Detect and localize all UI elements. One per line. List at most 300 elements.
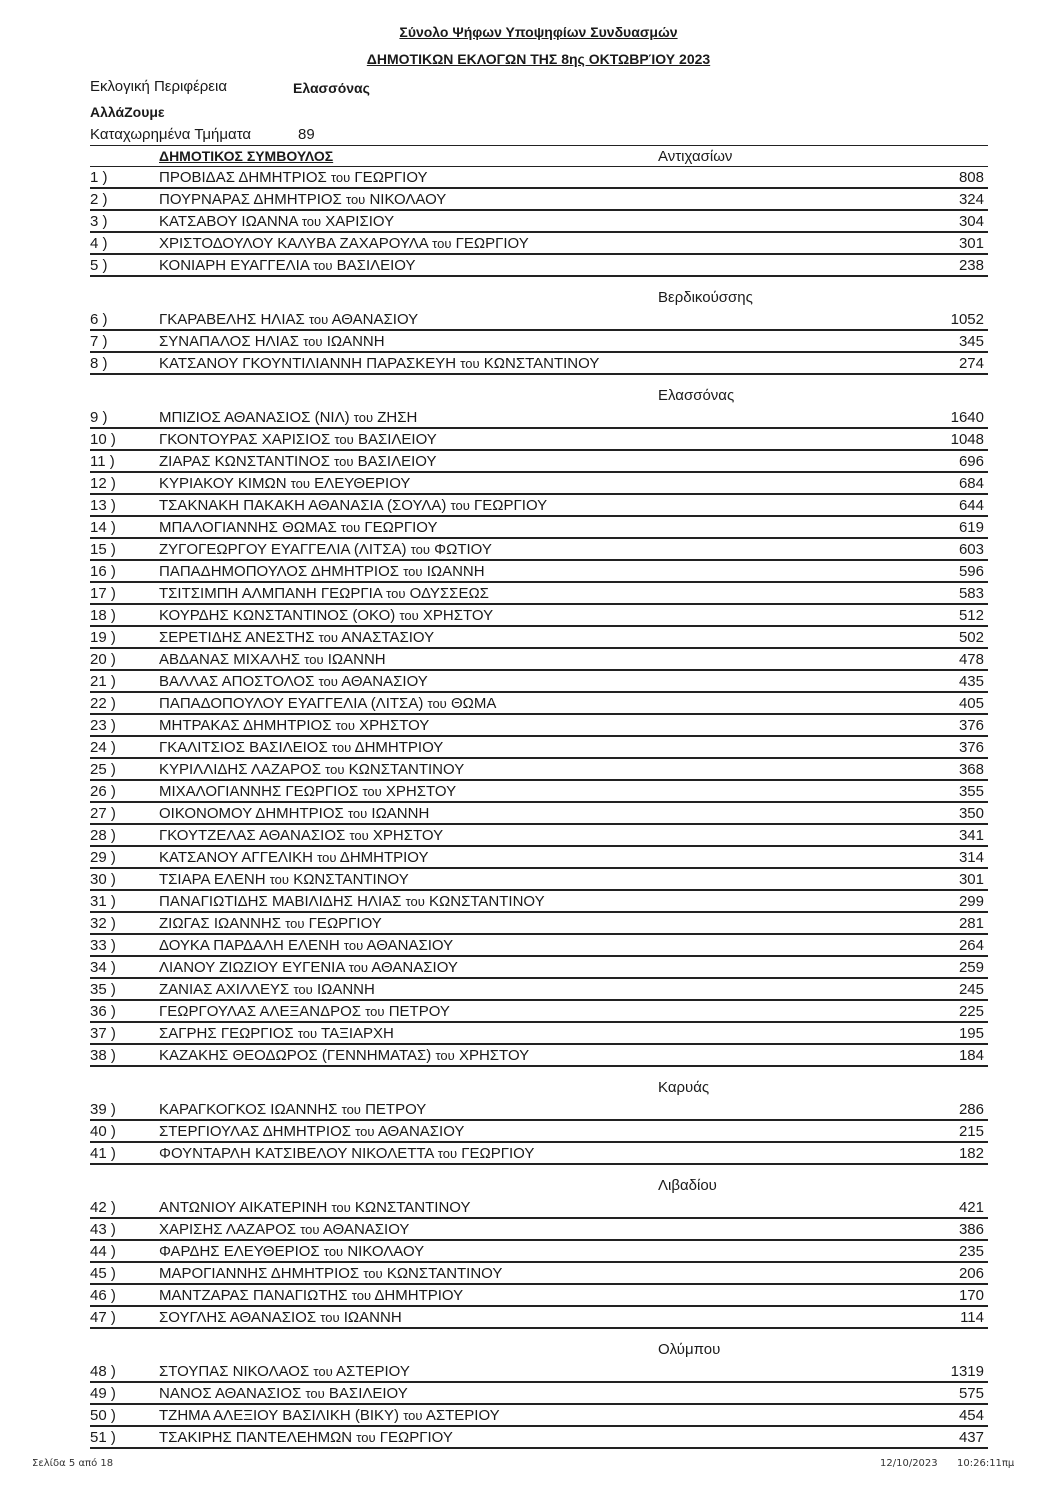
- vote-count: 808: [958, 169, 984, 186]
- candidate-surname-first: ΜΠΑΛΟΓΙΑΝΝΗΣ ΘΩΜΑΣ: [159, 519, 337, 536]
- table-row: [90, 869, 988, 891]
- candidate-name: [159, 1123, 464, 1140]
- vote-count: 206: [958, 1265, 984, 1282]
- candidate-name: [159, 191, 446, 208]
- son-of-label: του: [432, 236, 452, 251]
- son-of-label: του: [363, 1266, 383, 1281]
- son-of-label: του: [427, 696, 447, 711]
- father-name: ΙΩΑΝΝΗ: [426, 563, 485, 580]
- father-name: ΙΩΑΝΝΗ: [371, 805, 430, 822]
- vote-count: 274: [958, 355, 984, 372]
- vote-count: 1319: [950, 1363, 984, 1380]
- row-number: 11 ): [90, 453, 115, 470]
- candidate-name: [159, 607, 493, 624]
- candidate-name: [159, 849, 429, 866]
- row-number: 21 ): [90, 673, 116, 690]
- vote-count: 301: [958, 871, 984, 888]
- section-header: [90, 1067, 988, 1099]
- vote-count: 583: [958, 585, 984, 602]
- candidate-surname-first: ΓΕΩΡΓΟΥΛΑΣ ΑΛΕΞΑΝΔΡΟΣ: [159, 1003, 362, 1020]
- son-of-label: του: [318, 630, 338, 645]
- father-name: ΦΩΤΙΟΥ: [434, 541, 492, 558]
- row-number: 41 ): [90, 1145, 116, 1162]
- son-of-label: του: [320, 1310, 340, 1325]
- candidate-name: [159, 409, 417, 426]
- candidate-name: [159, 1363, 410, 1380]
- table-row: [90, 715, 988, 737]
- row-number: 50 ): [90, 1407, 116, 1424]
- candidate-surname-first: ΠΑΝΑΓΙΩΤΙΔΗΣ ΜΑΒΙΛΙΔΗΣ ΗΛΙΑΣ: [159, 893, 402, 910]
- son-of-label: του: [403, 564, 423, 579]
- table-row: [90, 1045, 988, 1067]
- candidate-surname-first: ΚΟΥΡΔΗΣ ΚΩΝΣΤΑΝΤΙΝΟΣ (ΟΚΟ): [159, 607, 396, 624]
- candidate-surname-first: ΚΥΡΙΛΛΙΔΗΣ ΛΑΖΑΡΟΣ: [159, 761, 321, 778]
- son-of-label: του: [317, 850, 337, 865]
- row-number: 45 ): [90, 1265, 116, 1282]
- son-of-label: του: [331, 1200, 351, 1215]
- row-number: 31 ): [90, 893, 116, 910]
- row-number: 7 ): [90, 333, 108, 350]
- father-name: ΓΕΩΡΓΙΟΥ: [461, 1145, 535, 1162]
- son-of-label: του: [355, 1124, 375, 1139]
- candidate-name: [159, 1429, 453, 1446]
- father-name: ΒΑΣΙΛΕΙΟΥ: [336, 257, 416, 274]
- table-row: [90, 649, 988, 671]
- vote-count: 512: [958, 607, 984, 624]
- father-name: ΑΘΑΝΑΣΙΟΥ: [366, 937, 454, 954]
- candidate-surname-first: ΚΑΤΣΑΝΟΥ ΓΚΟΥΝΤΙΛΙΑΝΝΗ ΠΑΡΑΣΚΕΥΗ: [159, 355, 457, 372]
- row-number: 8 ): [90, 355, 108, 372]
- son-of-label: του: [403, 1408, 423, 1423]
- section-name: Καρυάς: [658, 1079, 710, 1096]
- row-number: 16 ): [90, 563, 116, 580]
- table-row: [90, 1427, 988, 1449]
- candidate-name: [159, 1385, 408, 1402]
- table-row: [90, 1307, 988, 1329]
- table-row: [90, 847, 988, 869]
- son-of-label: του: [435, 1048, 455, 1063]
- son-of-label: του: [290, 476, 310, 491]
- father-name: ΟΔΥΣΣΕΩΣ: [409, 585, 489, 602]
- row-number: 33 ): [90, 937, 116, 954]
- father-name: ΧΡΗΣΤΟΥ: [359, 717, 430, 734]
- vote-count: 350: [958, 805, 984, 822]
- vote-count: 245: [958, 981, 984, 998]
- section-name: Ολύμπου: [658, 1341, 721, 1358]
- candidate-name: [159, 717, 429, 734]
- table-row: [90, 693, 988, 715]
- son-of-label: του: [349, 828, 369, 843]
- father-name: ΑΘΑΝΑΣΙΟΥ: [377, 1123, 465, 1140]
- son-of-label: του: [356, 1430, 376, 1445]
- table-row: [90, 759, 988, 781]
- section-header: [90, 277, 988, 309]
- section-header: [90, 375, 988, 407]
- vote-count: 376: [958, 717, 984, 734]
- vote-count: 1052: [950, 311, 984, 328]
- candidate-name: [159, 585, 489, 602]
- candidate-surname-first: ΟΙΚΟΝΟΜΟΥ ΔΗΜΗΤΡΙΟΣ: [159, 805, 344, 822]
- candidate-surname-first: ΠΟΥΡΝΑΡΑΣ ΔΗΜΗΤΡΙΟΣ: [159, 191, 342, 208]
- table-row: [90, 451, 988, 473]
- son-of-label: του: [343, 938, 364, 953]
- father-name: ΓΕΩΡΓΙΟΥ: [474, 497, 548, 514]
- vote-count: 684: [958, 475, 984, 492]
- candidate-name: [159, 431, 437, 448]
- father-name: ΑΣΤΕΡΙΟΥ: [425, 1407, 500, 1424]
- row-number: 22 ): [90, 695, 116, 712]
- candidate-name: [159, 1047, 529, 1064]
- son-of-label: του: [341, 1102, 361, 1117]
- vote-count: 238: [958, 257, 984, 274]
- candidate-name: [159, 519, 437, 536]
- row-number: 51 ): [90, 1429, 116, 1446]
- candidate-name: [159, 213, 394, 230]
- row-number: 18 ): [90, 607, 116, 624]
- vote-count: 314: [958, 849, 984, 866]
- row-number: 47 ): [90, 1309, 116, 1326]
- father-name: ΚΩΝΣΤΑΝΤΙΝΟΥ: [386, 1265, 503, 1282]
- candidate-surname-first: ΠΑΠΑΔΗΜΟΠΟΥΛΟΣ ΔΗΜΗΤΡΙΟΣ: [159, 563, 400, 580]
- father-name: ΓΕΩΡΓΙΟΥ: [379, 1429, 453, 1446]
- candidate-name: [159, 497, 547, 514]
- father-name: ΒΑΣΙΛΕΙΟΥ: [357, 453, 437, 470]
- row-number: 38 ): [90, 1047, 116, 1064]
- print-time: 10:26:11πμ: [957, 1458, 1015, 1469]
- vote-count: 235: [958, 1243, 984, 1260]
- row-number: 28 ): [90, 827, 116, 844]
- candidate-name: [159, 673, 428, 690]
- father-name: ΧΑΡΙΣΙΟΥ: [325, 213, 395, 230]
- candidate-name: [159, 761, 464, 778]
- father-name: ΙΩΑΝΝΗ: [327, 651, 386, 668]
- page-number: Σελίδα 5 από 18: [32, 1458, 114, 1469]
- candidate-surname-first: ΜΠΙΖΙΟΣ ΑΘΑΝΑΣΙΟΣ (ΝΙΛ): [159, 409, 350, 426]
- table-row: [90, 1001, 988, 1023]
- father-name: ΑΝΑΣΤΑΣΙΟΥ: [341, 629, 435, 646]
- district-value: Ελασσόνας: [293, 80, 370, 96]
- son-of-label: του: [351, 1288, 372, 1303]
- row-number: 34 ): [90, 959, 116, 976]
- row-number: 1 ): [90, 169, 108, 186]
- father-name: ΕΛΕΥΘΕΡΙΟΥ: [314, 475, 411, 492]
- son-of-label: του: [362, 784, 382, 799]
- vote-count: 1048: [950, 431, 984, 448]
- candidate-name: [159, 959, 458, 976]
- vote-count: 386: [958, 1221, 984, 1238]
- candidate-surname-first: ΠΡΟΒΙΔΑΣ ΔΗΜΗΤΡΙΟΣ: [159, 169, 327, 186]
- son-of-label: του: [305, 1386, 325, 1401]
- row-number: 12 ): [90, 475, 116, 492]
- candidate-surname-first: ΜΗΤΡΑΚΑΣ ΔΗΜΗΤΡΙΟΣ: [159, 717, 332, 734]
- table-row: [90, 803, 988, 825]
- father-name: ΚΩΝΣΤΑΝΤΙΝΟΥ: [348, 761, 465, 778]
- row-number: 32 ): [90, 915, 116, 932]
- table-row: [90, 979, 988, 1001]
- row-number: 29 ): [90, 849, 116, 866]
- candidate-surname-first: ΣΟΥΓΛΗΣ ΑΘΑΝΑΣΙΟΣ: [159, 1309, 317, 1326]
- father-name: ΑΘΑΝΑΣΙΟΥ: [341, 673, 428, 690]
- candidate-surname-first: ΜΑΝΤΖΑΡΑΣ ΠΑΝΑΓΙΩΤΗΣ: [159, 1287, 348, 1304]
- son-of-label: του: [300, 1222, 320, 1237]
- table-row: [90, 913, 988, 935]
- row-number: 43 ): [90, 1221, 116, 1238]
- table-row: [90, 1197, 988, 1219]
- vote-count: 195: [958, 1025, 984, 1042]
- vote-count: 355: [958, 783, 984, 800]
- candidate-surname-first: ΖΙΑΡΑΣ ΚΩΝΣΤΑΝΤΙΝΟΣ: [159, 453, 330, 470]
- son-of-label: του: [348, 960, 368, 975]
- candidate-surname-first: ΚΟΝΙΑΡΗ ΕΥΑΓΓΕΛΙΑ: [159, 257, 310, 274]
- candidate-surname-first: ΖΙΩΓΑΣ ΙΩΑΝΝΗΣ: [159, 915, 282, 932]
- table-row: [90, 1285, 988, 1307]
- table-row: [90, 211, 988, 233]
- son-of-label: του: [269, 872, 290, 887]
- table-header: [90, 145, 988, 167]
- table-row: [90, 539, 988, 561]
- vote-count: 619: [958, 519, 984, 536]
- candidate-surname-first: ΣΤΕΡΓΙΟΥΛΑΣ ΔΗΜΗΤΡΙΟΣ: [159, 1123, 352, 1140]
- table-row: [90, 353, 988, 375]
- candidate-name: [159, 257, 416, 274]
- table-row: [90, 189, 988, 211]
- candidate-surname-first: ΣΑΓΡΗΣ ΓΕΩΡΓΙΟΣ: [159, 1025, 294, 1042]
- table-row: [90, 891, 988, 913]
- row-number: 15 ): [90, 541, 116, 558]
- father-name: ΒΑΣΙΛΕΙΟΥ: [328, 1385, 408, 1402]
- vote-count: 575: [958, 1385, 984, 1402]
- vote-count: 341: [958, 827, 984, 844]
- row-number: 6 ): [90, 311, 108, 328]
- son-of-label: του: [365, 1004, 385, 1019]
- father-name: ΓΕΩΡΓΙΟΥ: [364, 519, 438, 536]
- father-name: ΑΘΑΝΑΣΙΟΥ: [371, 959, 458, 976]
- son-of-label: του: [405, 894, 425, 909]
- candidate-name: [159, 629, 434, 646]
- row-number: 9 ): [90, 409, 108, 426]
- father-name: ΠΕΤΡΟΥ: [388, 1003, 450, 1020]
- table-row: [90, 671, 988, 693]
- candidate-surname-first: ΦΑΡΔΗΣ ΕΛΕΥΘΕΡΙΟΣ: [159, 1243, 320, 1260]
- candidate-surname-first: ΚΑΤΣΑΝΟΥ ΑΓΓΕΛΙΚΗ: [159, 849, 313, 866]
- candidate-name: [159, 915, 382, 932]
- son-of-label: του: [304, 652, 324, 667]
- candidate-surname-first: ΤΣΙΑΡΑ ΕΛΕΝΗ: [159, 871, 266, 888]
- vote-count: 170: [958, 1287, 984, 1304]
- father-name: ΓΕΩΡΓΙΟΥ: [455, 235, 529, 252]
- table-row: [90, 1405, 988, 1427]
- candidate-name: [159, 1221, 409, 1238]
- section-name: Ελασσόνας: [658, 387, 735, 404]
- table-row: [90, 1241, 988, 1263]
- father-name: ΓΕΩΡΓΙΟΥ: [308, 915, 382, 932]
- candidate-surname-first: ΖΥΓΟΓΕΩΡΓΟΥ ΕΥΑΓΓΕΛΙΑ (ΛΙΤΣΑ): [159, 541, 407, 558]
- print-date: 12/10/2023: [880, 1458, 938, 1469]
- candidate-name: [159, 453, 436, 470]
- vote-count: 299: [958, 893, 984, 910]
- candidate-name: [159, 1407, 500, 1424]
- table-row: [90, 1219, 988, 1241]
- son-of-label: του: [313, 1364, 333, 1379]
- row-number: 49 ): [90, 1385, 116, 1402]
- candidate-name: [159, 169, 428, 186]
- father-name: ΚΩΝΣΤΑΝΤΙΝΟΥ: [293, 871, 409, 888]
- vote-count: 184: [958, 1047, 984, 1064]
- candidate-surname-first: ΓΚΟΝΤΟΥΡΑΣ ΧΑΡΙΣΙΟΣ: [159, 431, 331, 448]
- row-number: 13 ): [90, 497, 116, 514]
- vote-count: 114: [960, 1309, 984, 1326]
- table-row: [90, 495, 988, 517]
- father-name: ΧΡΗΣΤΟΥ: [458, 1047, 530, 1064]
- table-row: [90, 167, 988, 189]
- row-number: 46 ): [90, 1287, 116, 1304]
- table-row: [90, 781, 988, 803]
- son-of-label: του: [325, 762, 345, 777]
- son-of-label: του: [334, 454, 354, 469]
- row-number: 14 ): [90, 519, 116, 536]
- candidate-name: [159, 563, 485, 580]
- row-number: 23 ): [90, 717, 116, 734]
- vote-count: 478: [958, 651, 984, 668]
- table-row: [90, 309, 988, 331]
- candidate-name: [159, 333, 385, 350]
- vote-count: 437: [958, 1429, 984, 1446]
- row-number: 24 ): [90, 739, 116, 756]
- row-number: 40 ): [90, 1123, 116, 1140]
- vote-count: 286: [958, 1101, 984, 1118]
- candidate-surname-first: ΛΙΑΝΟΥ ΖΙΩΖΙΟΥ ΕΥΓΕΝΙΑ: [159, 959, 345, 976]
- candidate-surname-first: ΜΑΡΟΓΙΑΝΝΗΣ ΔΗΜΗΤΡΙΟΣ: [159, 1265, 360, 1282]
- father-name: ΧΡΗΣΤΟΥ: [372, 827, 444, 844]
- table-row: [90, 825, 988, 847]
- father-name: ΑΘΑΝΑΣΙΟΥ: [322, 1221, 410, 1238]
- son-of-label: του: [318, 674, 338, 689]
- row-number: 25 ): [90, 761, 116, 778]
- candidate-name: [159, 1309, 402, 1326]
- registered-value: 89: [298, 126, 315, 143]
- table-row: [90, 1121, 988, 1143]
- row-number: 3 ): [90, 213, 108, 230]
- row-number: 26 ): [90, 783, 116, 800]
- table-row: [90, 255, 988, 277]
- district-label: Εκλογική Περιφέρεια: [90, 78, 227, 95]
- father-name: ΒΑΣΙΛΕΙΟΥ: [357, 431, 437, 448]
- candidate-surname-first: ΝΑΝΟΣ ΑΘΑΝΑΣΙΟΣ: [159, 1385, 302, 1402]
- table-row: [90, 957, 988, 979]
- vote-count: 301: [958, 235, 984, 252]
- table-row: [90, 473, 988, 495]
- son-of-label: του: [460, 356, 480, 371]
- column-header-candidate: ΔΗΜΟΤΙΚΟΣ ΣΥΜΒΟΥΛΟΣ: [159, 148, 334, 164]
- father-name: ΙΩΑΝΝΗ: [343, 1309, 402, 1326]
- candidate-name: [159, 1003, 450, 1020]
- candidate-name: [159, 355, 599, 372]
- table-row: [90, 1263, 988, 1285]
- candidate-surname-first: ΚΑΤΣΑΒΟΥ ΙΩΑΝΝΑ: [159, 213, 298, 230]
- candidate-surname-first: ΦΟΥΝΤΑΡΛΗ ΚΑΤΣΙΒΕΛΟΥ ΝΙΚΟΛΕΤΤΑ: [159, 1145, 434, 1162]
- father-name: ΔΗΜΗΤΡΙΟΥ: [374, 1287, 464, 1304]
- table-row: [90, 407, 988, 429]
- candidate-name: [159, 1265, 502, 1282]
- vote-count: 264: [958, 937, 984, 954]
- table-row: [90, 935, 988, 957]
- candidate-surname-first: ΜΙΧΑΛΟΓΙΑΝΝΗΣ ΓΕΩΡΓΙΟΣ: [159, 783, 359, 800]
- results-table: [90, 145, 988, 1449]
- table-body: [90, 167, 988, 1449]
- son-of-label: του: [335, 718, 355, 733]
- table-row: [90, 429, 988, 451]
- father-name: ΚΩΝΣΤΑΝΤΙΝΟΥ: [483, 355, 600, 372]
- vote-count: 435: [958, 673, 984, 690]
- row-number: 39 ): [90, 1101, 116, 1118]
- table-row: [90, 331, 988, 353]
- party-name: ΑλλάΖουμε: [90, 104, 165, 120]
- row-number: 48 ): [90, 1363, 116, 1380]
- father-name: ΚΩΝΣΤΑΝΤΙΝΟΥ: [354, 1199, 471, 1216]
- row-number: 37 ): [90, 1025, 116, 1042]
- section-header: [90, 1329, 988, 1361]
- father-name: ΔΗΜΗΤΡΙΟΥ: [354, 739, 444, 756]
- vote-count: 596: [958, 563, 984, 580]
- candidate-surname-first: ΑΝΤΩΝΙΟΥ ΑΙΚΑΤΕΡΙΝΗ: [159, 1199, 328, 1216]
- candidate-name: [159, 937, 453, 954]
- candidate-surname-first: ΔΟΥΚΑ ΠΑΡΔΑΛΗ ΕΛΕΝΗ: [159, 937, 340, 954]
- section-name: Λιβαδίου: [658, 1177, 717, 1194]
- father-name: ΑΣΤΕΡΙΟΥ: [336, 1363, 410, 1380]
- row-number: 20 ): [90, 651, 116, 668]
- table-row: [90, 1023, 988, 1045]
- section-name: Βερδικούσσης: [658, 289, 753, 306]
- row-number: 27 ): [90, 805, 116, 822]
- father-name: ΠΕΤΡΟΥ: [365, 1101, 427, 1118]
- report-title: Σύνολο Ψήφων Υποψηφίων Συνδυασμών: [399, 24, 678, 40]
- candidate-name: [159, 1287, 463, 1304]
- row-number: 19 ): [90, 629, 116, 646]
- table-row: [90, 605, 988, 627]
- row-number: 2 ): [90, 191, 108, 208]
- son-of-label: του: [313, 258, 333, 273]
- candidate-name: [159, 981, 375, 998]
- son-of-label: του: [285, 916, 305, 931]
- son-of-label: του: [301, 214, 322, 229]
- vote-count: 696: [958, 453, 984, 470]
- vote-count: 405: [958, 695, 984, 712]
- candidate-name: [159, 893, 545, 910]
- vote-count: 182: [958, 1145, 984, 1162]
- son-of-label: του: [340, 520, 361, 535]
- row-number: 36 ): [90, 1003, 116, 1020]
- candidate-surname-first: ΣΕΡΕΤΙΔΗΣ ΑΝΕΣΤΗΣ: [159, 629, 315, 646]
- candidate-surname-first: ΒΑΛΛΑΣ ΑΠΟΣΤΟΛΟΣ: [159, 673, 315, 690]
- table-row: [90, 1143, 988, 1165]
- table-row: [90, 1383, 988, 1405]
- candidate-name: [159, 311, 418, 328]
- candidate-name: [159, 739, 443, 756]
- row-number: 42 ): [90, 1199, 116, 1216]
- candidate-surname-first: ΓΚΟΥΤΖΕΛΑΣ ΑΘΑΝΑΣΙΟΣ: [159, 827, 346, 844]
- father-name: ΘΩΜΑ: [450, 695, 497, 712]
- candidate-surname-first: ΣΤΟΥΠΑΣ ΝΙΚΟΛΑΟΣ: [159, 1363, 310, 1380]
- father-name: ΙΩΑΝΝΗ: [326, 333, 385, 350]
- vote-count: 304: [958, 213, 984, 230]
- candidate-name: [159, 475, 410, 492]
- candidate-name: [159, 805, 429, 822]
- vote-count: 345: [958, 333, 984, 350]
- table-row: [90, 737, 988, 759]
- vote-count: 324: [958, 191, 984, 208]
- son-of-label: του: [450, 498, 470, 513]
- son-of-label: του: [346, 192, 366, 207]
